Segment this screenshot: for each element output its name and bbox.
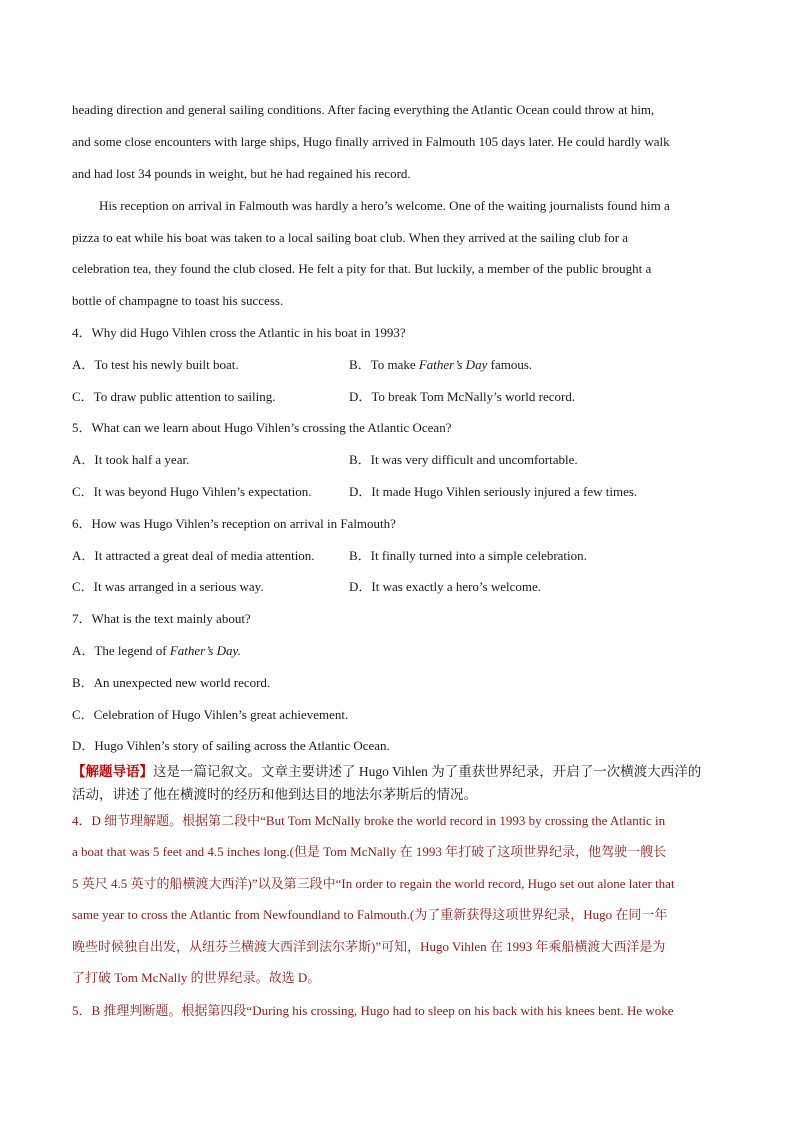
- option-b: B．An unexpected new world record.: [72, 675, 271, 690]
- passage-line: pizza to eat while his boat was taken to a local sailing boat club. When they arrived at the sailing club for a: [72, 230, 629, 245]
- option-c: C．It was arranged in a serious way.: [72, 579, 264, 594]
- option-b-text: B．To make: [349, 357, 419, 372]
- answer-line: 4．D 细节理解题。根据第二段中“But Tom McNally broke the world record in 1993 by crossing the Atlantic in: [72, 813, 666, 828]
- guide-text: 这是一篇记叙文。文章主要讲述了 Hugo Vihlen 为了重获世界纪录，开启了一次横渡大西洋的: [153, 764, 702, 779]
- option-a: A．It took half a year.: [72, 452, 190, 467]
- answer-line: 了打破 Tom McNally 的世界纪录。故选 D。: [72, 970, 321, 985]
- answer-line: 5．B 推理判断题。根据第四段“During his crossing, Hugo had to sleep on his back with his knees bent. He woke: [72, 1003, 674, 1018]
- question-stem: 6．How was Hugo Vihlen’s reception on arrival in Falmouth?: [72, 516, 396, 531]
- option-d: D．It was exactly a hero’s welcome.: [349, 579, 542, 594]
- option-c: C．It was beyond Hugo Vihlen’s expectation.: [72, 484, 312, 499]
- option-a-text: A．The legend of: [72, 643, 170, 658]
- option-d: D．It made Hugo Vihlen seriously injured a few times.: [349, 484, 638, 499]
- question-stem: 5．What can we learn about Hugo Vihlen’s crossing the Atlantic Ocean?: [72, 420, 452, 435]
- option-c: C．To draw public attention to sailing.: [72, 389, 276, 404]
- guide-line: [72, 763, 722, 781]
- question-stem: 7．What is the text mainly about?: [72, 611, 251, 626]
- option-a: A．It attracted a great deal of media attention.: [72, 548, 315, 563]
- option-d: D．Hugo Vihlen’s story of sailing across the Atlantic Ocean.: [72, 738, 390, 753]
- passage-line: heading direction and general sailing conditions. After facing everything the Atlantic Ocean could throw at him,: [72, 102, 655, 117]
- passage-line: His reception on arrival in Falmouth was hardly a hero’s welcome. One of the waiting journalists found him a: [99, 198, 670, 213]
- passage-line: and had lost 34 pounds in weight, but he had regained his record.: [72, 166, 411, 181]
- guide-tag: 【解题导语】: [72, 764, 153, 779]
- answer-line: 晚些时候独自出发，从纽芬兰横渡大西洋到法尔茅斯)”可知，Hugo Vihlen 在 1993 年乘船横渡大西洋是为: [72, 939, 666, 954]
- option-b: B．It was very difficult and uncomfortable.: [349, 452, 578, 467]
- option-b-italic: Father’s Day: [418, 357, 488, 372]
- passage-line: celebration tea, they found the club closed. He felt a pity for that. But luckily, a member of the public brought a: [72, 261, 652, 276]
- option-c: C．Celebration of Hugo Vihlen’s great achievement.: [72, 707, 349, 722]
- option-b-text-suffix: famous.: [487, 357, 533, 372]
- option-d: D．To break Tom McNally’s world record.: [349, 389, 576, 404]
- guide-line: 活动，讲述了他在横渡时的经历和他到达目的地法尔茅斯后的情况。: [72, 787, 477, 802]
- answer-line: same year to cross the Atlantic from Newfoundland to Falmouth.(为了重新获得这项世界纪录，Hugo 在同一年: [72, 907, 668, 922]
- option-a-italic: Father’s Day.: [169, 643, 241, 658]
- option-b: B．It finally turned into a simple celebration.: [349, 548, 587, 563]
- option-b: [349, 356, 532, 374]
- answer-line: a boat that was 5 feet and 4.5 inches long.(但是 Tom McNally 在 1993 年打破了这项世界纪录，他驾驶一艘长: [72, 844, 667, 859]
- option-a: [72, 642, 241, 660]
- question-stem: 4．Why did Hugo Vihlen cross the Atlantic in his boat in 1993?: [72, 325, 406, 340]
- answer-line: 5 英尺 4.5 英寸的船横渡大西洋)”以及第三段中“In order to regain the world record, Hugo set out alone later that: [72, 876, 675, 891]
- passage-line: and some close encounters with large ships, Hugo finally arrived in Falmouth 105 days later. He could hardly walk: [72, 134, 670, 149]
- passage-line: bottle of champagne to toast his success.: [72, 293, 284, 308]
- option-a: A．To test his newly built boat.: [72, 357, 239, 372]
